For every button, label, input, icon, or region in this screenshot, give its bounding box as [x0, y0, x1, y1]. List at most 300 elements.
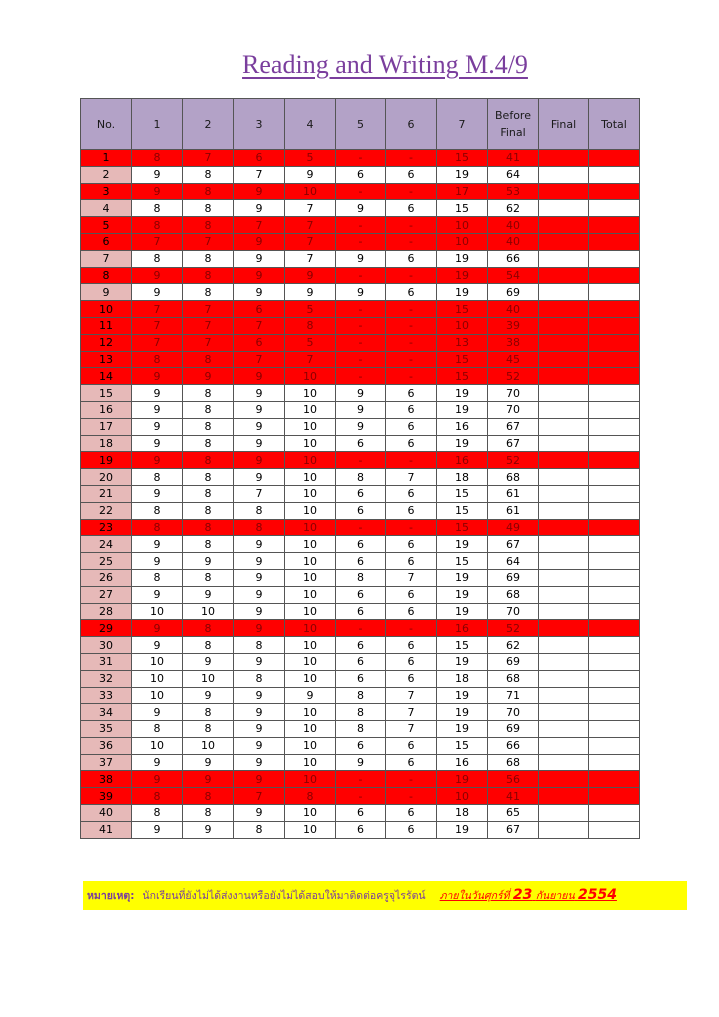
cell-score-5: 9 [336, 418, 386, 435]
table-row [81, 368, 640, 385]
cell-score-6: 6 [386, 502, 437, 519]
cell-total [589, 553, 640, 570]
cell-no: 9 [81, 284, 132, 301]
cell-score-3: 9 [234, 284, 285, 301]
cell-score-1: 7 [132, 233, 183, 250]
cell-score-4: 10 [285, 469, 336, 486]
cell-score-6: 7 [386, 687, 437, 704]
cell-score-1: 9 [132, 284, 183, 301]
table-row [81, 200, 640, 217]
cell-score-5: 6 [336, 502, 386, 519]
cell-total [589, 452, 640, 469]
cell-score-1: 7 [132, 301, 183, 318]
cell-final [539, 553, 589, 570]
cell-score-2: 9 [183, 687, 234, 704]
cell-before-final: 67 [488, 821, 539, 838]
cell-score-2: 8 [183, 805, 234, 822]
cell-total [589, 721, 640, 738]
cell-score-7: 15 [437, 368, 488, 385]
table-row [81, 150, 640, 167]
cell-no: 26 [81, 569, 132, 586]
cell-total [589, 418, 640, 435]
table-row [81, 805, 640, 822]
cell-score-7: 15 [437, 502, 488, 519]
cell-score-7: 19 [437, 721, 488, 738]
cell-final [539, 317, 589, 334]
cell-score-2: 7 [183, 301, 234, 318]
cell-score-2: 8 [183, 637, 234, 654]
cell-final [539, 687, 589, 704]
cell-score-5: 6 [336, 536, 386, 553]
cell-score-7: 15 [437, 637, 488, 654]
cell-total [589, 183, 640, 200]
cell-no: 38 [81, 771, 132, 788]
cell-before-final: 52 [488, 368, 539, 385]
cell-score-1: 8 [132, 351, 183, 368]
cell-score-6: 6 [386, 284, 437, 301]
cell-score-1: 9 [132, 267, 183, 284]
cell-final [539, 586, 589, 603]
cell-final [539, 485, 589, 502]
cell-before-final: 40 [488, 217, 539, 234]
cell-score-2: 9 [183, 821, 234, 838]
cell-score-3: 6 [234, 150, 285, 167]
deadline-month: กันยายน [535, 890, 575, 902]
cell-score-5: 9 [336, 200, 386, 217]
cell-score-6: - [386, 788, 437, 805]
cell-total [589, 653, 640, 670]
cell-score-2: 8 [183, 620, 234, 637]
cell-score-1: 9 [132, 418, 183, 435]
cell-score-5: - [336, 351, 386, 368]
cell-score-7: 19 [437, 586, 488, 603]
cell-final [539, 754, 589, 771]
cell-before-final: 66 [488, 250, 539, 267]
cell-final [539, 284, 589, 301]
cell-before-final: 67 [488, 435, 539, 452]
cell-score-3: 9 [234, 418, 285, 435]
cell-no: 1 [81, 150, 132, 167]
cell-score-3: 9 [234, 653, 285, 670]
cell-no: 13 [81, 351, 132, 368]
cell-no: 15 [81, 385, 132, 402]
cell-score-5: 9 [336, 250, 386, 267]
cell-score-4: 10 [285, 721, 336, 738]
cell-final [539, 334, 589, 351]
cell-score-2: 8 [183, 166, 234, 183]
cell-before-final: 61 [488, 485, 539, 502]
cell-total [589, 301, 640, 318]
cell-score-4: 10 [285, 536, 336, 553]
deadline-day: 23 [512, 887, 533, 903]
cell-final [539, 200, 589, 217]
cell-no: 33 [81, 687, 132, 704]
cell-score-4: 10 [285, 805, 336, 822]
cell-score-7: 15 [437, 519, 488, 536]
cell-score-4: 10 [285, 620, 336, 637]
cell-score-7: 19 [437, 569, 488, 586]
header-cell-before-final: Before Final [488, 99, 539, 150]
cell-score-5: 6 [336, 670, 386, 687]
cell-score-3: 9 [234, 805, 285, 822]
cell-no: 20 [81, 469, 132, 486]
cell-final [539, 183, 589, 200]
cell-score-4: 10 [285, 183, 336, 200]
cell-score-4: 10 [285, 754, 336, 771]
cell-score-4: 10 [285, 670, 336, 687]
table-row [81, 721, 640, 738]
cell-score-7: 16 [437, 418, 488, 435]
cell-total [589, 200, 640, 217]
cell-before-final: 69 [488, 284, 539, 301]
cell-score-1: 9 [132, 368, 183, 385]
cell-score-6: - [386, 233, 437, 250]
cell-score-1: 8 [132, 217, 183, 234]
cell-before-final: 52 [488, 620, 539, 637]
cell-total [589, 166, 640, 183]
cell-score-6: 6 [386, 553, 437, 570]
cell-total [589, 150, 640, 167]
cell-score-6: - [386, 620, 437, 637]
cell-score-7: 18 [437, 670, 488, 687]
cell-final [539, 217, 589, 234]
cell-score-2: 7 [183, 317, 234, 334]
cell-final [539, 301, 589, 318]
cell-score-4: 7 [285, 351, 336, 368]
cell-score-3: 7 [234, 788, 285, 805]
cell-score-2: 7 [183, 334, 234, 351]
cell-score-5: 6 [336, 637, 386, 654]
cell-score-3: 9 [234, 267, 285, 284]
cell-score-1: 9 [132, 485, 183, 502]
note-banner [83, 881, 687, 910]
table-body [81, 150, 640, 839]
cell-score-4: 10 [285, 502, 336, 519]
cell-score-5: 8 [336, 721, 386, 738]
cell-score-1: 10 [132, 603, 183, 620]
cell-score-2: 9 [183, 771, 234, 788]
table-row [81, 217, 640, 234]
cell-score-4: 7 [285, 200, 336, 217]
cell-score-5: 8 [336, 469, 386, 486]
cell-before-final: 45 [488, 351, 539, 368]
cell-no: 17 [81, 418, 132, 435]
cell-score-6: 6 [386, 200, 437, 217]
cell-score-1: 9 [132, 435, 183, 452]
cell-score-3: 9 [234, 569, 285, 586]
cell-score-7: 19 [437, 267, 488, 284]
cell-no: 31 [81, 653, 132, 670]
table-row [81, 603, 640, 620]
cell-no: 41 [81, 821, 132, 838]
cell-score-3: 9 [234, 704, 285, 721]
cell-total [589, 586, 640, 603]
deadline-prefix: ภายในวันศุกร์ที่ [439, 890, 510, 902]
header-cell-total: Total [589, 99, 640, 150]
cell-score-4: 5 [285, 150, 336, 167]
cell-final [539, 435, 589, 452]
cell-score-7: 15 [437, 301, 488, 318]
cell-no: 39 [81, 788, 132, 805]
cell-total [589, 805, 640, 822]
cell-score-6: 6 [386, 754, 437, 771]
table-row [81, 485, 640, 502]
cell-score-2: 9 [183, 653, 234, 670]
cell-score-1: 8 [132, 569, 183, 586]
cell-score-4: 9 [285, 166, 336, 183]
cell-score-6: - [386, 183, 437, 200]
cell-score-1: 10 [132, 670, 183, 687]
cell-score-5: 6 [336, 805, 386, 822]
cell-total [589, 368, 640, 385]
cell-score-6: 6 [386, 418, 437, 435]
cell-score-2: 7 [183, 150, 234, 167]
cell-score-7: 19 [437, 401, 488, 418]
cell-total [589, 469, 640, 486]
note-text: นักเรียนที่ยังไม่ได้ส่งงานหรือยังไม่ได้สอบให้มาติดต่อครูจุไรรัตน์ [142, 890, 426, 902]
cell-no: 4 [81, 200, 132, 217]
cell-score-6: - [386, 317, 437, 334]
cell-total [589, 670, 640, 687]
cell-score-6: 6 [386, 166, 437, 183]
cell-score-3: 9 [234, 754, 285, 771]
cell-no: 28 [81, 603, 132, 620]
cell-score-4: 5 [285, 301, 336, 318]
cell-no: 30 [81, 637, 132, 654]
cell-score-1: 8 [132, 150, 183, 167]
cell-total [589, 217, 640, 234]
table-row [81, 334, 640, 351]
cell-score-1: 9 [132, 754, 183, 771]
cell-no: 29 [81, 620, 132, 637]
cell-before-final: 65 [488, 805, 539, 822]
cell-total [589, 385, 640, 402]
cell-score-4: 10 [285, 385, 336, 402]
table-row [81, 469, 640, 486]
cell-final [539, 653, 589, 670]
cell-before-final: 38 [488, 334, 539, 351]
cell-score-3: 9 [234, 183, 285, 200]
cell-score-3: 8 [234, 637, 285, 654]
cell-score-2: 8 [183, 401, 234, 418]
cell-score-3: 9 [234, 771, 285, 788]
cell-score-7: 19 [437, 250, 488, 267]
cell-total [589, 569, 640, 586]
table-row [81, 452, 640, 469]
cell-score-2: 8 [183, 469, 234, 486]
cell-final [539, 351, 589, 368]
cell-score-5: - [336, 334, 386, 351]
cell-score-2: 9 [183, 553, 234, 570]
cell-score-2: 8 [183, 452, 234, 469]
table-row [81, 771, 640, 788]
table-row [81, 385, 640, 402]
cell-total [589, 435, 640, 452]
cell-no: 23 [81, 519, 132, 536]
cell-score-2: 8 [183, 435, 234, 452]
cell-score-6: 6 [386, 821, 437, 838]
cell-before-final: 41 [488, 788, 539, 805]
cell-score-3: 9 [234, 553, 285, 570]
cell-score-2: 8 [183, 721, 234, 738]
cell-score-6: 6 [386, 737, 437, 754]
cell-score-1: 9 [132, 536, 183, 553]
cell-score-2: 8 [183, 250, 234, 267]
cell-no: 37 [81, 754, 132, 771]
cell-score-6: 6 [386, 653, 437, 670]
cell-total [589, 603, 640, 620]
cell-score-5: 9 [336, 284, 386, 301]
cell-before-final: 40 [488, 233, 539, 250]
cell-no: 7 [81, 250, 132, 267]
cell-before-final: 71 [488, 687, 539, 704]
cell-score-6: 6 [386, 805, 437, 822]
cell-score-6: 7 [386, 721, 437, 738]
cell-before-final: 70 [488, 704, 539, 721]
cell-score-2: 8 [183, 385, 234, 402]
cell-score-5: 6 [336, 653, 386, 670]
cell-score-7: 19 [437, 166, 488, 183]
cell-score-7: 19 [437, 435, 488, 452]
cell-score-3: 8 [234, 821, 285, 838]
table-row [81, 284, 640, 301]
cell-score-2: 10 [183, 670, 234, 687]
cell-final [539, 771, 589, 788]
table-row [81, 317, 640, 334]
table-row [81, 687, 640, 704]
cell-score-7: 17 [437, 183, 488, 200]
cell-total [589, 519, 640, 536]
cell-score-1: 9 [132, 586, 183, 603]
cell-final [539, 385, 589, 402]
table-row [81, 519, 640, 536]
cell-score-3: 9 [234, 233, 285, 250]
cell-score-2: 8 [183, 569, 234, 586]
cell-score-7: 15 [437, 553, 488, 570]
cell-score-7: 19 [437, 653, 488, 670]
cell-score-6: - [386, 217, 437, 234]
cell-score-5: 8 [336, 569, 386, 586]
cell-before-final: 54 [488, 267, 539, 284]
cell-score-3: 7 [234, 317, 285, 334]
cell-score-7: 19 [437, 284, 488, 301]
cell-score-1: 9 [132, 385, 183, 402]
cell-final [539, 721, 589, 738]
cell-score-6: - [386, 150, 437, 167]
cell-before-final: 68 [488, 469, 539, 486]
cell-score-4: 7 [285, 233, 336, 250]
table-row [81, 553, 640, 570]
cell-score-1: 8 [132, 250, 183, 267]
deadline-year: 2554 [577, 887, 617, 903]
cell-before-final: 68 [488, 754, 539, 771]
cell-score-2: 8 [183, 284, 234, 301]
cell-score-7: 15 [437, 200, 488, 217]
table-row [81, 351, 640, 368]
cell-score-4: 10 [285, 603, 336, 620]
table-header-row [81, 99, 640, 150]
cell-total [589, 317, 640, 334]
cell-final [539, 368, 589, 385]
cell-total [589, 233, 640, 250]
cell-before-final: 52 [488, 452, 539, 469]
cell-total [589, 737, 640, 754]
cell-total [589, 620, 640, 637]
cell-final [539, 267, 589, 284]
cell-final [539, 805, 589, 822]
cell-score-5: 6 [336, 553, 386, 570]
cell-score-3: 6 [234, 334, 285, 351]
cell-score-2: 8 [183, 704, 234, 721]
cell-score-1: 9 [132, 704, 183, 721]
cell-no: 19 [81, 452, 132, 469]
cell-score-2: 7 [183, 233, 234, 250]
cell-score-5: 6 [336, 586, 386, 603]
cell-score-5: - [336, 217, 386, 234]
cell-before-final: 67 [488, 536, 539, 553]
table-row [81, 267, 640, 284]
cell-score-3: 9 [234, 721, 285, 738]
cell-score-4: 10 [285, 704, 336, 721]
cell-before-final: 40 [488, 301, 539, 318]
cell-score-3: 9 [234, 737, 285, 754]
cell-score-4: 10 [285, 637, 336, 654]
cell-score-3: 8 [234, 519, 285, 536]
cell-no: 8 [81, 267, 132, 284]
cell-score-7: 18 [437, 469, 488, 486]
cell-before-final: 41 [488, 150, 539, 167]
cell-score-3: 9 [234, 385, 285, 402]
cell-no: 6 [81, 233, 132, 250]
cell-score-1: 8 [132, 200, 183, 217]
cell-before-final: 64 [488, 553, 539, 570]
cell-score-1: 8 [132, 788, 183, 805]
cell-score-4: 10 [285, 485, 336, 502]
cell-score-3: 6 [234, 301, 285, 318]
cell-score-3: 9 [234, 401, 285, 418]
cell-before-final: 53 [488, 183, 539, 200]
table-row [81, 704, 640, 721]
cell-score-4: 10 [285, 569, 336, 586]
cell-final [539, 569, 589, 586]
cell-total [589, 687, 640, 704]
cell-before-final: 64 [488, 166, 539, 183]
cell-score-2: 8 [183, 183, 234, 200]
cell-no: 36 [81, 737, 132, 754]
cell-final [539, 233, 589, 250]
cell-final [539, 469, 589, 486]
cell-no: 25 [81, 553, 132, 570]
cell-score-7: 10 [437, 233, 488, 250]
cell-total [589, 334, 640, 351]
cell-score-2: 10 [183, 603, 234, 620]
cell-score-3: 9 [234, 469, 285, 486]
cell-total [589, 502, 640, 519]
cell-score-6: 6 [386, 485, 437, 502]
cell-score-3: 9 [234, 200, 285, 217]
cell-score-5: 8 [336, 704, 386, 721]
table-row [81, 233, 640, 250]
cell-no: 16 [81, 401, 132, 418]
table-row [81, 586, 640, 603]
cell-score-4: 10 [285, 401, 336, 418]
table-row [81, 502, 640, 519]
cell-score-1: 10 [132, 737, 183, 754]
cell-score-2: 8 [183, 502, 234, 519]
cell-total [589, 284, 640, 301]
cell-before-final: 70 [488, 603, 539, 620]
cell-score-4: 9 [285, 687, 336, 704]
